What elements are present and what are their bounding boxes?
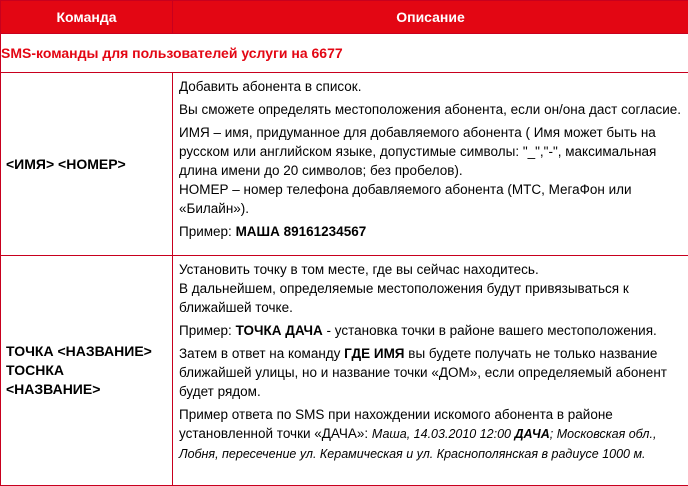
desc-text: Затем в ответ на команду	[179, 346, 344, 361]
command-cell	[1, 256, 173, 486]
desc-paragraph: Вы сможете определять местоположения абонента, если он/она даст согласие.	[179, 100, 682, 119]
desc-text: В дальнейшем, определяемые местоположения будут привязываться к ближайшей точке.	[179, 281, 629, 315]
sms-example-text: Маша, 14.03.2010 12:00	[372, 427, 515, 441]
desc-paragraph	[179, 260, 682, 317]
desc-name-def: ИМЯ – имя, придуманное для добавляемого абонента ( Имя может быть на русском или английском языке, допустимые символы: "_","-", максимальная длина имени до 20 символов; без пробелов).	[179, 125, 656, 178]
example-value: МАША 89161234567	[236, 224, 367, 239]
table-row	[1, 73, 688, 256]
example-command: ТОЧКА ДАЧА	[236, 323, 323, 338]
desc-paragraph	[179, 344, 682, 401]
command-text: <ИМЯ> <НОМЕР>	[6, 156, 126, 172]
command-text: <НАЗВАНИЕ>	[6, 381, 100, 397]
command-text: ТОСНКА	[6, 362, 64, 378]
desc-paragraph	[179, 123, 682, 218]
sms-example-point: ДАЧА	[514, 427, 549, 441]
sms-example-text: ; Московская обл., Лобня, пересечение ул. Керамическая и ул. Краснополянская в радиусе 1000 м.	[179, 427, 656, 461]
section-title: SMS-команды для пользователей услуги на 6677	[1, 34, 688, 73]
header-description: Описание	[173, 1, 688, 34]
sms-example-paragraph	[179, 405, 682, 464]
header-command: Команда	[1, 1, 173, 34]
inline-command: ГДЕ ИМЯ	[344, 346, 404, 361]
desc-paragraph: Добавить абонента в список.	[179, 77, 682, 96]
desc-text: Пример ответа по SMS при нахождении искомого абонента в районе установленной точки «ДАЧА»:	[179, 407, 613, 441]
example-paragraph	[179, 222, 682, 241]
command-text: ТОЧКА <НАЗВАНИЕ>	[6, 343, 152, 359]
example-label: Пример:	[179, 224, 236, 239]
table-header-row	[1, 1, 688, 34]
desc-text: Установить точку в том месте, где вы сейчас находитесь.	[179, 262, 539, 277]
command-cell	[1, 73, 173, 256]
desc-text: вы будете получать не только название ближайшей улицы, но и название точки «ДОМ», если определяемый абонент будет рядом.	[179, 346, 667, 399]
example-label: Пример:	[179, 323, 236, 338]
table-row	[1, 256, 688, 486]
description-cell	[173, 256, 688, 486]
desc-number-def: НОМЕР – номер телефона добавляемого абонента (МТС, МегаФон или «Билайн»).	[179, 182, 632, 216]
desc-paragraph	[179, 321, 682, 340]
desc-text: - установка точки в районе вашего местоположения.	[323, 323, 657, 338]
description-cell	[173, 73, 688, 256]
section-row	[1, 34, 688, 73]
